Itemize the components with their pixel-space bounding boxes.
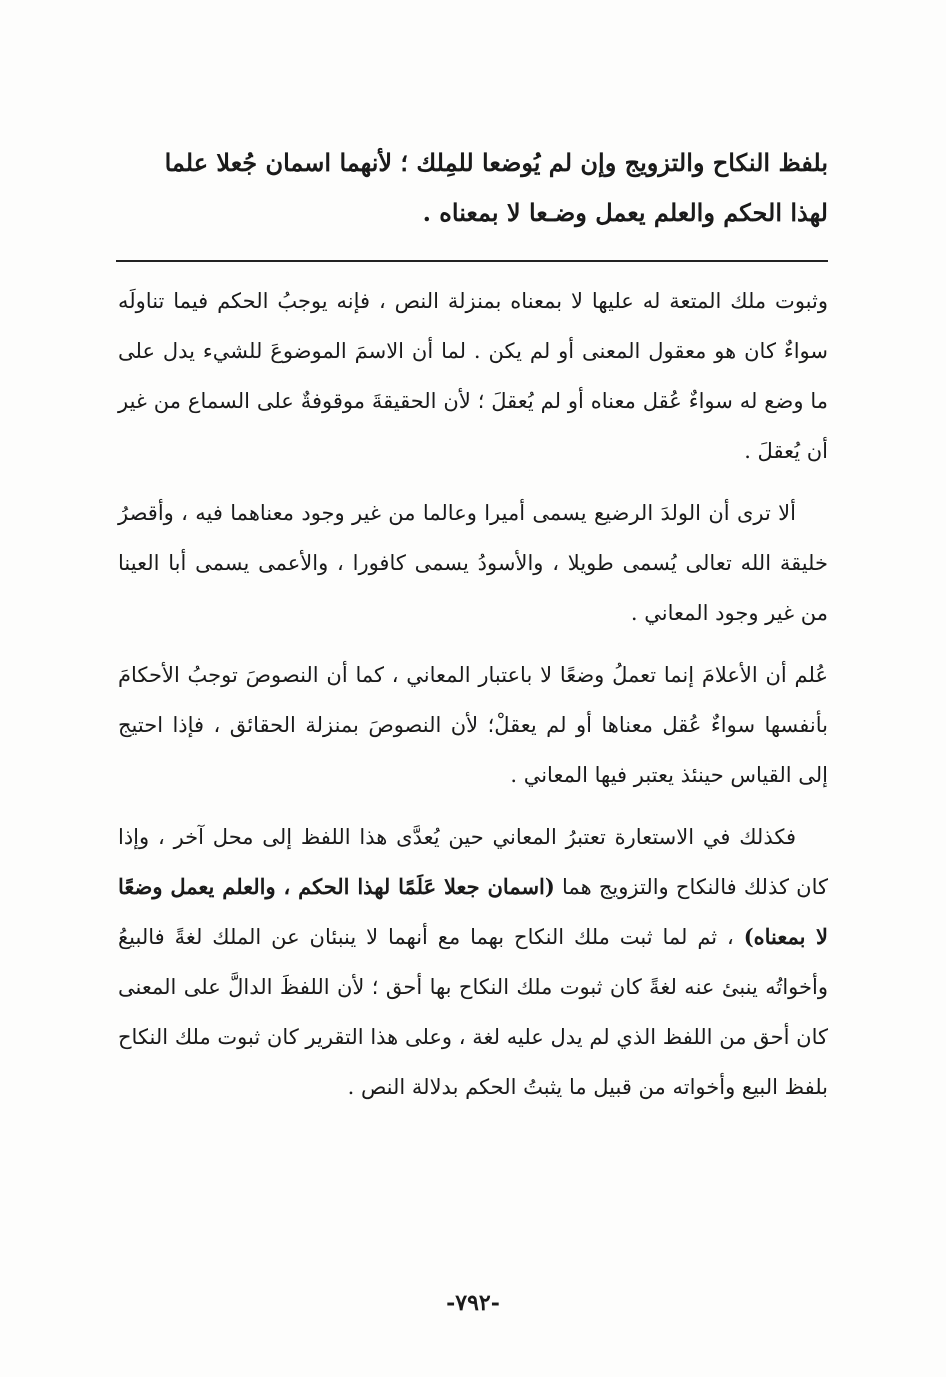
main-text-line: بلفظ النكاح والتزويج وإن لم يُوضعا للمِلك ؛ لأنهما اسمان جُعلا علما xyxy=(164,148,828,177)
commentary-text: ، ثم لما ثبت ملك النكاح بهما مع أنهما لا ينبئان عن الملك لغةً فالبيعُ وأخواتُه ينبئ عنه لغةً كان ثبوت ملك النكاح بها أحق ؛ لأن اللفظَ الدالَّ على المعنى كان أحق من اللفظ الذي لم يدل عليه لغة ، وعلى هذا التقرير كان ثبوت ملك النكاح بلفظ البيع وأخواته من قبيل ما يثبتُ الحكم بدلالة النص . xyxy=(118,925,828,1099)
main-text-line: لهذا الحكم والعلم يعمل وضـعا لا بمعناه . xyxy=(422,198,828,227)
commentary-paragraph xyxy=(118,812,828,1112)
commentary-block xyxy=(118,276,828,1112)
page-number: -٧٩٢- xyxy=(446,1290,500,1316)
separator-line xyxy=(116,260,828,262)
commentary-text: فكذلك في الاستعارة تعتبرُ المعاني حين يُعدَّى هذا اللفظ إلى محل آخر ، وإذا كان كذلك فالنكاح والتزويج هما xyxy=(118,825,828,899)
commentary-paragraph: وثبوت ملك المتعة له عليها لا بمعناه بمنزلة النص ، فإنه يوجبُ الحكم فيما تناولَه سواءٌ كان هو معقول المعنى أو لم يكن . لما أن الاسمَ الموضوعَ للشيء يدل على ما وضع له سواءٌ عُقل معناه أو لم يُعقلَ ؛ لأن الحقيقةَ موقوفةٌ على السماع من غير أن يُعقلَ . xyxy=(118,289,828,463)
commentary-paragraph: ألا ترى أن الولدَ الرضيع يسمى أميرا وعالما من غير وجود معناهما فيه ، وأقصرُ خليقة الله تعالى يُسمى طويلا ، والأسودُ يسمى كافورا ، والأعمى يسمى أبا العينا من غير وجود المعاني . xyxy=(118,501,828,625)
commentary-paragraph: عُلم أن الأعلامَ إنما تعملُ وضعًا لا باعتبار المعاني ، كما أن النصوصَ توجبُ الأحكامَ بأنفسها سواءٌ عُقل معناها أو لم يعقلْ؛ لأن النصوصَ بمنزلة الحقائق ، فإذا احتيج إلى القياس حينئذ يعتبر فيها المعاني . xyxy=(118,663,828,787)
quoted-main-text: (اسمان جعلا عَلَمًا لهذا الحكم ، والعلم يعمل وضعًا لا بمعناه) xyxy=(118,874,828,949)
page-content xyxy=(118,138,828,1124)
main-text-block xyxy=(118,138,828,238)
